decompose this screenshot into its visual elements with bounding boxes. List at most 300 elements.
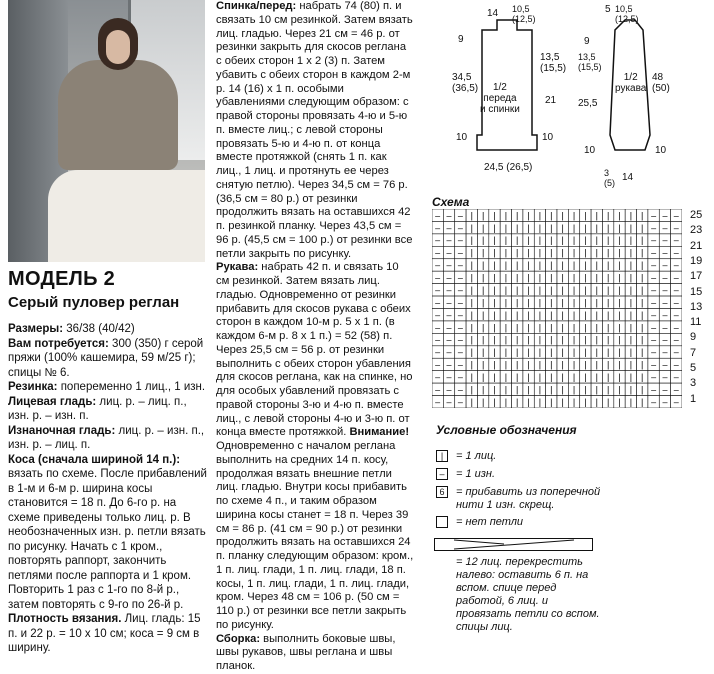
- chart-symbol: |: [481, 347, 485, 358]
- chart-symbol: |: [538, 272, 542, 283]
- chart-symbol: |: [527, 334, 530, 345]
- dim-right-1: 13,5 (15,5): [578, 52, 602, 72]
- chart-symbol: –: [457, 359, 463, 370]
- chart-symbol: |: [606, 284, 610, 295]
- chart-symbol: –: [446, 210, 452, 221]
- label: Внимание!: [349, 426, 410, 439]
- chart-symbol: |: [629, 396, 633, 407]
- chart-symbol: |: [606, 359, 610, 370]
- chart-symbol: |: [572, 384, 576, 395]
- chart-symbol: |: [641, 347, 644, 358]
- chart-symbol: –: [446, 222, 452, 233]
- chart-symbol: |: [493, 372, 496, 383]
- chart-symbol: |: [606, 235, 610, 246]
- schema-title: Схема: [432, 195, 470, 209]
- chart-symbol: |: [527, 235, 530, 246]
- chart-symbol: |: [493, 235, 496, 246]
- chart-symbol: |: [572, 322, 576, 333]
- chart-symbol: |: [516, 235, 519, 246]
- chart-symbol: |: [504, 272, 508, 283]
- chart-symbol: |: [641, 222, 644, 233]
- text: попеременно 1 лиц., 1 изн.: [57, 381, 206, 393]
- chart-symbol: |: [584, 210, 587, 221]
- text: набрать 42 п. и связать 10 см резинкой. Затем вязать лиц. гладью. Одновременно от резинки прибавить для скосов рукава с обеих сторон в каждом 10-м р. 5 х 1 п. (в каждом 6-м р. 8 х 1 п.) = 52 (58) п. Через 25,5 см = 56 р. от резинки выполнить с обеих сторон убавления для скосов реглана, как на спинке, но для особых убавлений провязать с правой стороны 3-ю и 4-ю п. вместе лиц., с левой стороны 4-ю и 3-ю п. от конца вместе протяжкой.: [216, 261, 413, 439]
- chart-symbol: |: [470, 322, 473, 333]
- dim-left-1: 9: [584, 36, 590, 47]
- chart-symbol: |: [538, 210, 542, 221]
- chart-symbol: –: [662, 297, 668, 308]
- chart-symbol: |: [550, 359, 553, 370]
- chart-symbol: –: [651, 247, 657, 258]
- chart-symbol: |: [618, 372, 621, 383]
- dim-right-3: 10: [655, 145, 667, 156]
- chart-symbol: –: [651, 235, 657, 246]
- chart-symbol: |: [561, 347, 564, 358]
- chart-symbol: |: [527, 309, 530, 320]
- chart-symbol: |: [618, 359, 621, 370]
- legend-item: = нет петли: [456, 516, 524, 528]
- chart-symbol: –: [673, 297, 679, 308]
- chart-symbol: –: [673, 372, 679, 383]
- chart-symbol: |: [493, 309, 496, 320]
- chart-symbol: –: [435, 260, 441, 271]
- chart-symbol: –: [662, 272, 668, 283]
- chart-symbol: –: [457, 284, 463, 295]
- chart-symbol: |: [606, 309, 610, 320]
- chart-symbol: |: [641, 384, 644, 395]
- chart-symbol: |: [572, 260, 576, 271]
- chart-symbol: |: [493, 334, 496, 345]
- chart-symbol: –: [457, 334, 463, 345]
- chart-symbol: –: [651, 309, 657, 320]
- chart-symbol: |: [561, 284, 564, 295]
- chart-symbol: |: [550, 284, 553, 295]
- chart-symbol: |: [641, 210, 644, 221]
- chart-symbol: |: [595, 309, 598, 320]
- chart-symbol: |: [584, 384, 587, 395]
- dim-bottom-1: 3 (5): [604, 168, 615, 188]
- chart-symbol: |: [538, 235, 542, 246]
- chart-symbol: |: [572, 284, 576, 295]
- chart-symbol: –: [435, 322, 441, 333]
- label: Рукава:: [216, 261, 259, 274]
- dim-top: 14: [487, 8, 499, 19]
- dim-left-3: 10: [456, 132, 468, 143]
- chart-symbol: |: [629, 235, 633, 246]
- chart-symbol: |: [595, 384, 598, 395]
- chart-symbol: –: [673, 210, 679, 221]
- chart-symbol: |: [606, 260, 610, 271]
- dim-top-left: 5: [605, 4, 611, 15]
- chart-symbol: |: [606, 322, 610, 333]
- cable-symbol: [434, 538, 594, 552]
- chart-symbol: |: [618, 334, 621, 345]
- chart-symbol: |: [606, 272, 610, 283]
- chart-symbol: |: [618, 322, 621, 333]
- chart-symbol: |: [572, 347, 576, 358]
- chart-symbol: |: [481, 272, 485, 283]
- chart-symbol: –: [435, 334, 441, 345]
- chart-symbol: |: [470, 334, 473, 345]
- text: набрать 74 (80) п. и связать 10 см резинкой. Затем вязать лиц. гладью. Через 21 см = 46 р. от резинки закрыть для скосов реглана с обеих сторон 1 х 2 (3) п. Затем убавить с обеих сторон в каждом 2-м р. 14 (16) х 1 п. особыми убавлениями следующим образом: с правой стороны провязать 4-ю и 5-ю п. вместе лиц.; с левой стороны провязать 5-ю и 4-ю п. от конца вместе протяжкой (снять 1 п. как лиц., 1 лиц. и протянуть ее через снятую петлю). Через 34,5 см = 76 р. (36,5 см = 80 р.) от резинки продолжить вязать на оставшихся 42 п. резинкой планку. Через 43,5 см = 96 р. (45,5 см = 100 р.) от резинки все петли закрыть по рисунку.: [216, 0, 413, 260]
- chart-symbol: |: [618, 347, 621, 358]
- text: Одновременно с началом реглана выполнить на средних 14 п. косу, продолжая вязать внешние петли лиц. гладью. Внутри косы прибавить по схеме 4 п., и таким образом ширина косы станет = 18 п. Через 39 см = 86 р. (41 см = 90 р.) от резинки продолжить вязать на оставшихся 24 п. планку следующим образом: кром., 1 п. лиц. глади, 1 п. лиц. глади, 18 п. косы, 1 п. лиц. глади, 1 п. лиц. глади, кром. Через 48 см = 106 р. (50 см = 110 р.) от резинки все петли закрыть по рисунку.: [216, 440, 414, 631]
- chart-symbol: |: [572, 334, 576, 345]
- chart-symbol: |: [550, 260, 553, 271]
- chart-symbol: |: [572, 359, 576, 370]
- chart-symbol: |: [561, 384, 564, 395]
- chart-symbol: –: [662, 235, 668, 246]
- chart-symbol: |: [481, 210, 485, 221]
- row-number: 9: [690, 331, 697, 344]
- chart-symbol: –: [446, 384, 452, 395]
- chart-symbol: |: [538, 372, 542, 383]
- chart-symbol: |: [572, 247, 576, 258]
- chart-symbol: |: [561, 359, 564, 370]
- chart-symbol: |: [618, 272, 621, 283]
- middle-column: [216, 0, 414, 674]
- chart-symbol: |: [470, 309, 473, 320]
- chart-symbol: |: [481, 297, 485, 308]
- chart-symbol: |: [595, 322, 598, 333]
- label: Лицевая гладь:: [8, 395, 97, 408]
- chart-symbol: |: [493, 384, 496, 395]
- chart-symbol: |: [527, 396, 530, 407]
- chart-symbol: –: [446, 272, 452, 283]
- chart-symbol: |: [527, 322, 530, 333]
- chart-symbol: |: [606, 210, 610, 221]
- chart-symbol: |: [527, 247, 530, 258]
- chart-symbol: |: [481, 222, 485, 233]
- chart-symbol: –: [457, 384, 463, 395]
- chart-symbol: |: [493, 322, 496, 333]
- chart-symbol: |: [504, 210, 508, 221]
- label: Изнаночная гладь:: [8, 424, 116, 437]
- chart-symbol: |: [641, 297, 644, 308]
- chart-symbol: |: [516, 222, 519, 233]
- chart-symbol: |: [538, 309, 542, 320]
- chart-symbol: |: [504, 384, 508, 395]
- chart-symbol: |: [538, 222, 542, 233]
- chart-symbol: |: [641, 359, 644, 370]
- chart-symbol: |: [550, 322, 553, 333]
- chart-symbol: –: [435, 396, 441, 407]
- chart-symbol: |: [493, 359, 496, 370]
- chart-symbol: –: [446, 297, 452, 308]
- chart-symbol: |: [561, 247, 564, 258]
- chart-symbol: |: [584, 260, 587, 271]
- chart-symbol: –: [673, 260, 679, 271]
- chart-symbol: –: [446, 359, 452, 370]
- chart-symbol: |: [516, 260, 519, 271]
- text: 300 (350) г серой пряжи (100% кашемира, 59 м/25 г); спицы № 6.: [8, 337, 204, 379]
- chart-symbol: |: [584, 396, 587, 407]
- diagram-label: 1/2 переда и спинки: [480, 82, 520, 115]
- chart-symbol: |: [481, 322, 485, 333]
- chart-symbol: –: [662, 210, 668, 221]
- chart-symbol: |: [481, 247, 485, 258]
- chart-symbol: |: [481, 372, 485, 383]
- chart-symbol: |: [561, 309, 564, 320]
- chart-symbol: |: [629, 210, 633, 221]
- chart-symbol: |: [629, 359, 633, 370]
- chart-symbol: |: [629, 372, 633, 383]
- chart-symbol: |: [527, 222, 530, 233]
- dim-left-1: 9: [458, 34, 464, 45]
- chart-symbol: |: [550, 297, 553, 308]
- chart-symbol: –: [651, 222, 657, 233]
- chart-symbol: –: [651, 334, 657, 345]
- chart-symbol: |: [618, 384, 621, 395]
- chart-symbol: |: [550, 210, 553, 221]
- chart-symbol: |: [584, 222, 587, 233]
- chart-symbol: |: [481, 309, 485, 320]
- chart-symbol: |: [470, 272, 473, 283]
- row-number: 7: [690, 346, 697, 359]
- legend-item: = 12 лиц. перекрестить налево: оставить 6 п. на вспом. спице перед работой, 6 лиц. и провязать петли со вспом. спицы лиц.: [456, 556, 600, 633]
- chart-symbol: –: [651, 359, 657, 370]
- chart-symbol: |: [595, 334, 598, 345]
- chart-symbol: |: [527, 359, 530, 370]
- chart-symbol: |: [538, 334, 542, 345]
- chart-symbol: –: [435, 359, 441, 370]
- dim-bottom-2: 14: [622, 172, 634, 183]
- chart-symbol: –: [651, 284, 657, 295]
- chart-symbol: –: [457, 372, 463, 383]
- chart-symbol: |: [595, 272, 598, 283]
- chart-symbol: |: [550, 272, 553, 283]
- chart-symbol: |: [561, 210, 564, 221]
- chart-symbol: –: [651, 260, 657, 271]
- chart-symbol: |: [584, 272, 587, 283]
- chart-symbol: |: [504, 396, 508, 407]
- chart-symbol: –: [457, 235, 463, 246]
- chart-symbol: |: [572, 272, 576, 283]
- chart-symbol: |: [561, 334, 564, 345]
- purl-symbol: –: [436, 468, 448, 480]
- chart-symbol: |: [493, 272, 496, 283]
- chart-symbol: |: [516, 309, 519, 320]
- chart-symbol: –: [673, 247, 679, 258]
- chart-symbol: |: [538, 396, 542, 407]
- chart-symbol: |: [538, 322, 542, 333]
- chart-symbol: |: [572, 309, 576, 320]
- chart-symbol: |: [527, 272, 530, 283]
- chart-symbol: –: [673, 347, 679, 358]
- chart-symbol: |: [538, 247, 542, 258]
- chart-symbol: |: [618, 210, 621, 221]
- chart-symbol: |: [504, 347, 508, 358]
- chart-symbol: |: [561, 372, 564, 383]
- row-number: 1: [690, 392, 697, 405]
- chart-symbol: |: [550, 309, 553, 320]
- chart-symbol: –: [435, 384, 441, 395]
- chart-symbol: –: [457, 297, 463, 308]
- chart-symbol: |: [595, 372, 598, 383]
- chart-symbol: |: [481, 235, 485, 246]
- chart-symbol: |: [527, 372, 530, 383]
- dim-top-right: 10,5 (12,5): [512, 4, 536, 24]
- chart-symbol: –: [673, 235, 679, 246]
- chart-symbol: |: [629, 247, 633, 258]
- chart-symbol: –: [662, 372, 668, 383]
- chart-symbol: |: [504, 222, 508, 233]
- chart-symbol: –: [651, 372, 657, 383]
- chart-symbol: |: [470, 359, 473, 370]
- chart-symbol: –: [446, 372, 452, 383]
- chart-symbol: |: [641, 272, 644, 283]
- chart-symbol: –: [446, 309, 452, 320]
- chart-symbol: |: [493, 396, 496, 407]
- chart-symbol: |: [618, 260, 621, 271]
- chart-symbol: |: [618, 309, 621, 320]
- chart-symbol: |: [595, 396, 598, 407]
- chart-symbol: |: [595, 247, 598, 258]
- chart-symbol: |: [550, 396, 553, 407]
- chart-symbol: –: [435, 372, 441, 383]
- chart-symbol: –: [457, 347, 463, 358]
- chart-symbol: –: [662, 222, 668, 233]
- chart-symbol: |: [516, 347, 519, 358]
- chart-symbol: |: [584, 247, 587, 258]
- chart-symbol: |: [504, 284, 508, 295]
- chart-symbol: |: [550, 384, 553, 395]
- chart-symbol: |: [481, 260, 485, 271]
- chart-symbol: –: [662, 347, 668, 358]
- chart-symbol: |: [584, 284, 587, 295]
- chart-symbol: –: [457, 210, 463, 221]
- chart-symbol: |: [470, 235, 473, 246]
- chart-symbol: |: [504, 297, 508, 308]
- chart-symbol: |: [470, 347, 473, 358]
- chart-symbol: –: [457, 396, 463, 407]
- chart-symbol: |: [629, 222, 633, 233]
- chart-symbol: |: [584, 347, 587, 358]
- chart-symbol: |: [504, 309, 508, 320]
- chart-symbol: –: [651, 347, 657, 358]
- row-number: 3: [690, 377, 697, 390]
- label: Плотность вязания.: [8, 613, 122, 625]
- chart-symbol: |: [641, 322, 644, 333]
- chart-symbol: |: [641, 247, 644, 258]
- legend-item: = 1 изн.: [456, 468, 495, 480]
- text: лиц. р. – лиц. п., изн. р. – изн. п.: [8, 395, 187, 422]
- dim-right-1: 13,5 (15,5): [540, 52, 567, 74]
- chart-symbol: –: [435, 284, 441, 295]
- chart-symbol: |: [550, 372, 553, 383]
- chart-symbol: |: [561, 260, 564, 271]
- text: 36/38 (40/42): [63, 323, 135, 335]
- chart-symbol: |: [481, 359, 485, 370]
- diagram-label: 1/2 рукава: [615, 72, 647, 94]
- row-number: 19: [690, 254, 703, 267]
- chart-symbol: |: [561, 272, 564, 283]
- page-title: МОДЕЛЬ 2: [8, 268, 116, 290]
- chart-symbol: |: [527, 347, 530, 358]
- model-photo: [8, 0, 205, 262]
- chart-symbol: |: [584, 334, 587, 345]
- chart-symbol: –: [673, 309, 679, 320]
- chart-symbol: |: [561, 322, 564, 333]
- chart-symbol: –: [651, 297, 657, 308]
- chart-symbol: |: [493, 260, 496, 271]
- chart-symbol: |: [470, 384, 473, 395]
- chart-symbol: |: [538, 384, 542, 395]
- chart-symbol: |: [629, 334, 633, 345]
- chart-symbol: |: [504, 260, 508, 271]
- chart-symbol: |: [618, 247, 621, 258]
- chart-symbol: |: [572, 372, 576, 383]
- chart-symbol: |: [470, 247, 473, 258]
- dim-left-3: 10: [584, 145, 596, 156]
- text: лиц. р. – изн. п., изн. р. – лиц. п.: [8, 424, 205, 451]
- chart-symbol: |: [606, 222, 610, 233]
- chart-symbol: |: [618, 235, 621, 246]
- chart-symbol: |: [595, 297, 598, 308]
- chart-symbol: –: [662, 384, 668, 395]
- chart-symbol: |: [584, 359, 587, 370]
- chart-symbol: |: [504, 235, 508, 246]
- chart-symbol: |: [470, 210, 473, 221]
- row-number: 17: [690, 270, 703, 283]
- chart-symbol: |: [595, 222, 598, 233]
- chart-symbol: |: [516, 284, 519, 295]
- chart-symbol: |: [550, 222, 553, 233]
- chart-symbol: |: [595, 260, 598, 271]
- chart-symbol: –: [662, 309, 668, 320]
- chart-symbol: –: [662, 359, 668, 370]
- row-number: 15: [690, 285, 703, 298]
- chart-symbol: |: [470, 260, 473, 271]
- chart-symbol: |: [584, 309, 587, 320]
- chart-symbol: –: [457, 322, 463, 333]
- chart-symbol: –: [446, 260, 452, 271]
- legend-item: = 1 лиц.: [456, 450, 497, 462]
- chart-symbol: |: [504, 322, 508, 333]
- chart-symbol: |: [641, 396, 644, 407]
- chart-symbol: |: [584, 322, 587, 333]
- chart-symbol: |: [550, 247, 553, 258]
- chart-symbol: –: [651, 272, 657, 283]
- chart-symbol: –: [673, 322, 679, 333]
- chart-symbol: –: [435, 347, 441, 358]
- chart-symbol: –: [435, 247, 441, 258]
- left-column: [8, 322, 208, 656]
- text: вязать по схеме. После прибавлений в 1-м и 6-м р. ширина косы становится = 18 п. До 6-го р. на схеме приведены только лиц. р. В необозначенных изн. р. петли вязать по рисунку. Начать с 1 кром., повторять раппорт, закончить петлями после раппорта и 1 кром. Повторить 1 раз с 1-го по 8-й р., затем повторять с 9-го по 26-й р.: [8, 468, 207, 611]
- chart-symbol: |: [606, 384, 610, 395]
- chart-symbol: |: [618, 396, 621, 407]
- chart-symbol: –: [435, 222, 441, 233]
- chart-symbol: –: [662, 247, 668, 258]
- chart-symbol: –: [673, 222, 679, 233]
- chart-symbol: |: [584, 297, 587, 308]
- dim-top-right: 10,5 (12,5): [615, 4, 639, 24]
- chart-symbol: |: [516, 272, 519, 283]
- chart-symbol: |: [516, 322, 519, 333]
- chart-symbol: |: [572, 235, 576, 246]
- chart-symbol: |: [516, 210, 519, 221]
- chart-symbol: –: [662, 260, 668, 271]
- chart-symbol: |: [538, 359, 542, 370]
- chart-symbol: |: [584, 372, 587, 383]
- chart-symbol: |: [641, 309, 644, 320]
- chart-symbol: |: [470, 396, 473, 407]
- chart-symbol: |: [538, 297, 542, 308]
- chart-symbol: |: [641, 260, 644, 271]
- row-number: 25: [690, 209, 703, 221]
- chart-symbol: –: [435, 309, 441, 320]
- chart-symbol: |: [641, 284, 644, 295]
